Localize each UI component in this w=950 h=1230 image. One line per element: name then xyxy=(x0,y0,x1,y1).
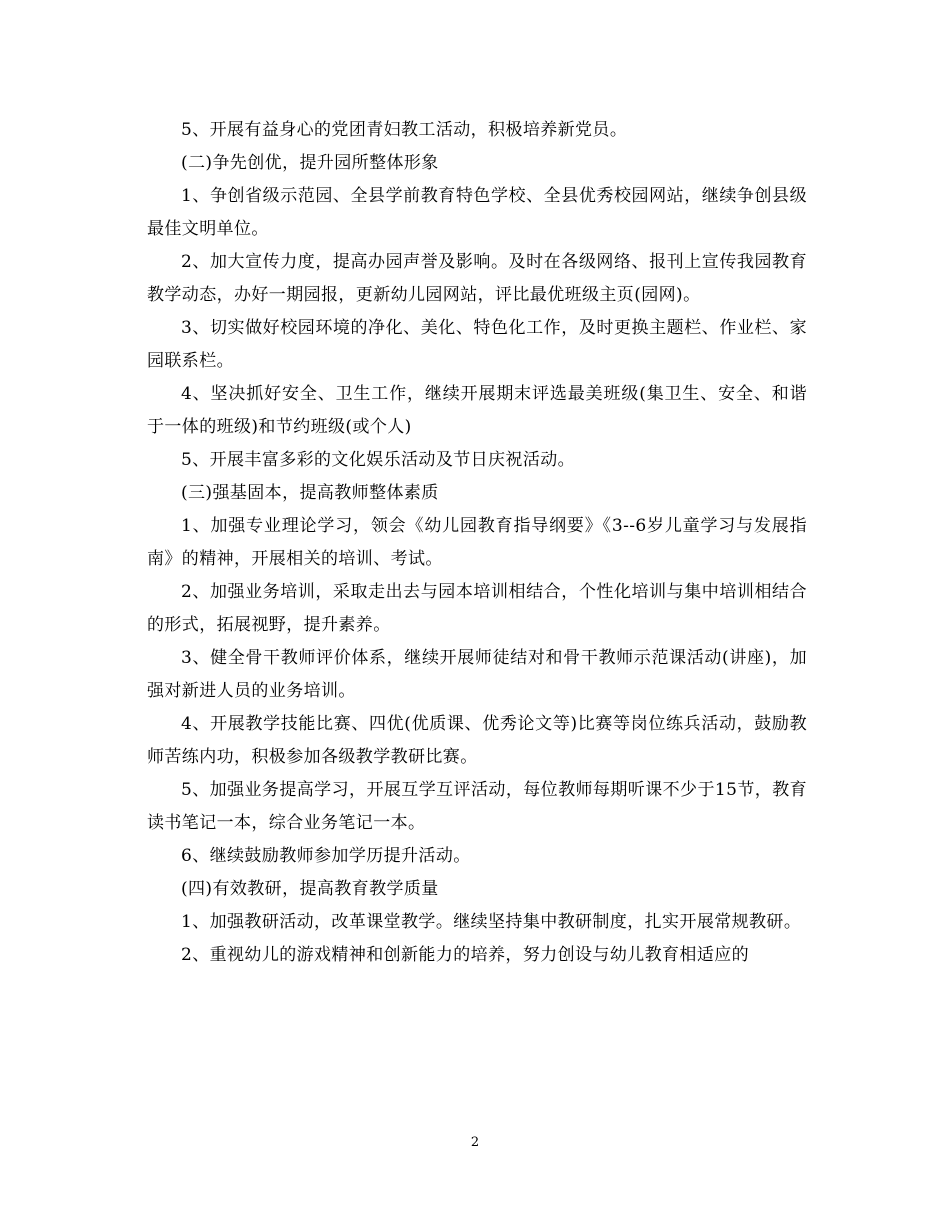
paragraph-9: 1、加强专业理论学习，领会《幼儿园教育指导纲要》《3--6岁儿童学习与发展指南》的精神，开展相关的培训、考试。 xyxy=(147,516,807,569)
paragraph-3: 1、争创省级示范园、全县学前教育特色学校、全县优秀校园网站，继续争创县级最佳文明单位。 xyxy=(147,186,807,239)
paragraph-16: 1、加强教研活动，改革课堂教学。继续坚持集中教研制度，扎实开展常规教研。 xyxy=(181,912,802,932)
section-heading-3: (三)强基固本，提高教师整体素质 xyxy=(181,483,439,503)
paragraph-17: 2、重视幼儿的游戏精神和创新能力的培养，努力创设与幼儿教育相适应的 xyxy=(181,945,750,965)
paragraph-12: 4、开展教学技能比赛、四优(优质课、优秀论文等)比赛等岗位练兵活动，鼓励教师苦练内功，积极参加各级教学教研比赛。 xyxy=(147,714,807,767)
section-heading-2: (二)争先创优，提升园所整体形象 xyxy=(181,153,439,173)
page-number: 2 xyxy=(470,1135,480,1150)
paragraph-1: 5、开展有益身心的党团青妇教工活动，积极培养新党员。 xyxy=(181,120,628,140)
paragraph-10: 2、加强业务培训，采取走出去与园本培训相结合，个性化培训与集中培训相结合的形式，拓展视野，提升素养。 xyxy=(147,582,807,635)
paragraph-6: 4、坚决抓好安全、卫生工作，继续开展期末评选最美班级(集卫生、安全、和谐于一体的班级)和节约班级(或个人) xyxy=(147,384,807,437)
paragraph-5: 3、切实做好校园环境的净化、美化、特色化工作，及时更换主题栏、作业栏、家园联系栏。 xyxy=(147,318,807,371)
document-body xyxy=(147,114,807,972)
paragraph-7: 5、开展丰富多彩的文化娱乐活动及节日庆祝活动。 xyxy=(181,450,576,470)
paragraph-13: 5、加强业务提高学习，开展互学互评活动，每位教师每期听课不少于15节，教育读书笔记一本，综合业务笔记一本。 xyxy=(147,780,807,833)
paragraph-4: 2、加大宣传力度，提高办园声誉及影响。及时在各级网络、报刊上宣传我园教育教学动态，办好一期园报，更新幼儿园网站，评比最优班级主页(园网)。 xyxy=(147,252,807,305)
paragraph-11: 3、健全骨干教师评价体系，继续开展师徒结对和骨干教师示范课活动(讲座)，加强对新进人员的业务培训。 xyxy=(147,648,807,701)
section-heading-4: (四)有效教研，提高教育教学质量 xyxy=(181,879,439,899)
paragraph-14: 6、继续鼓励教师参加学历提升活动。 xyxy=(181,846,471,866)
